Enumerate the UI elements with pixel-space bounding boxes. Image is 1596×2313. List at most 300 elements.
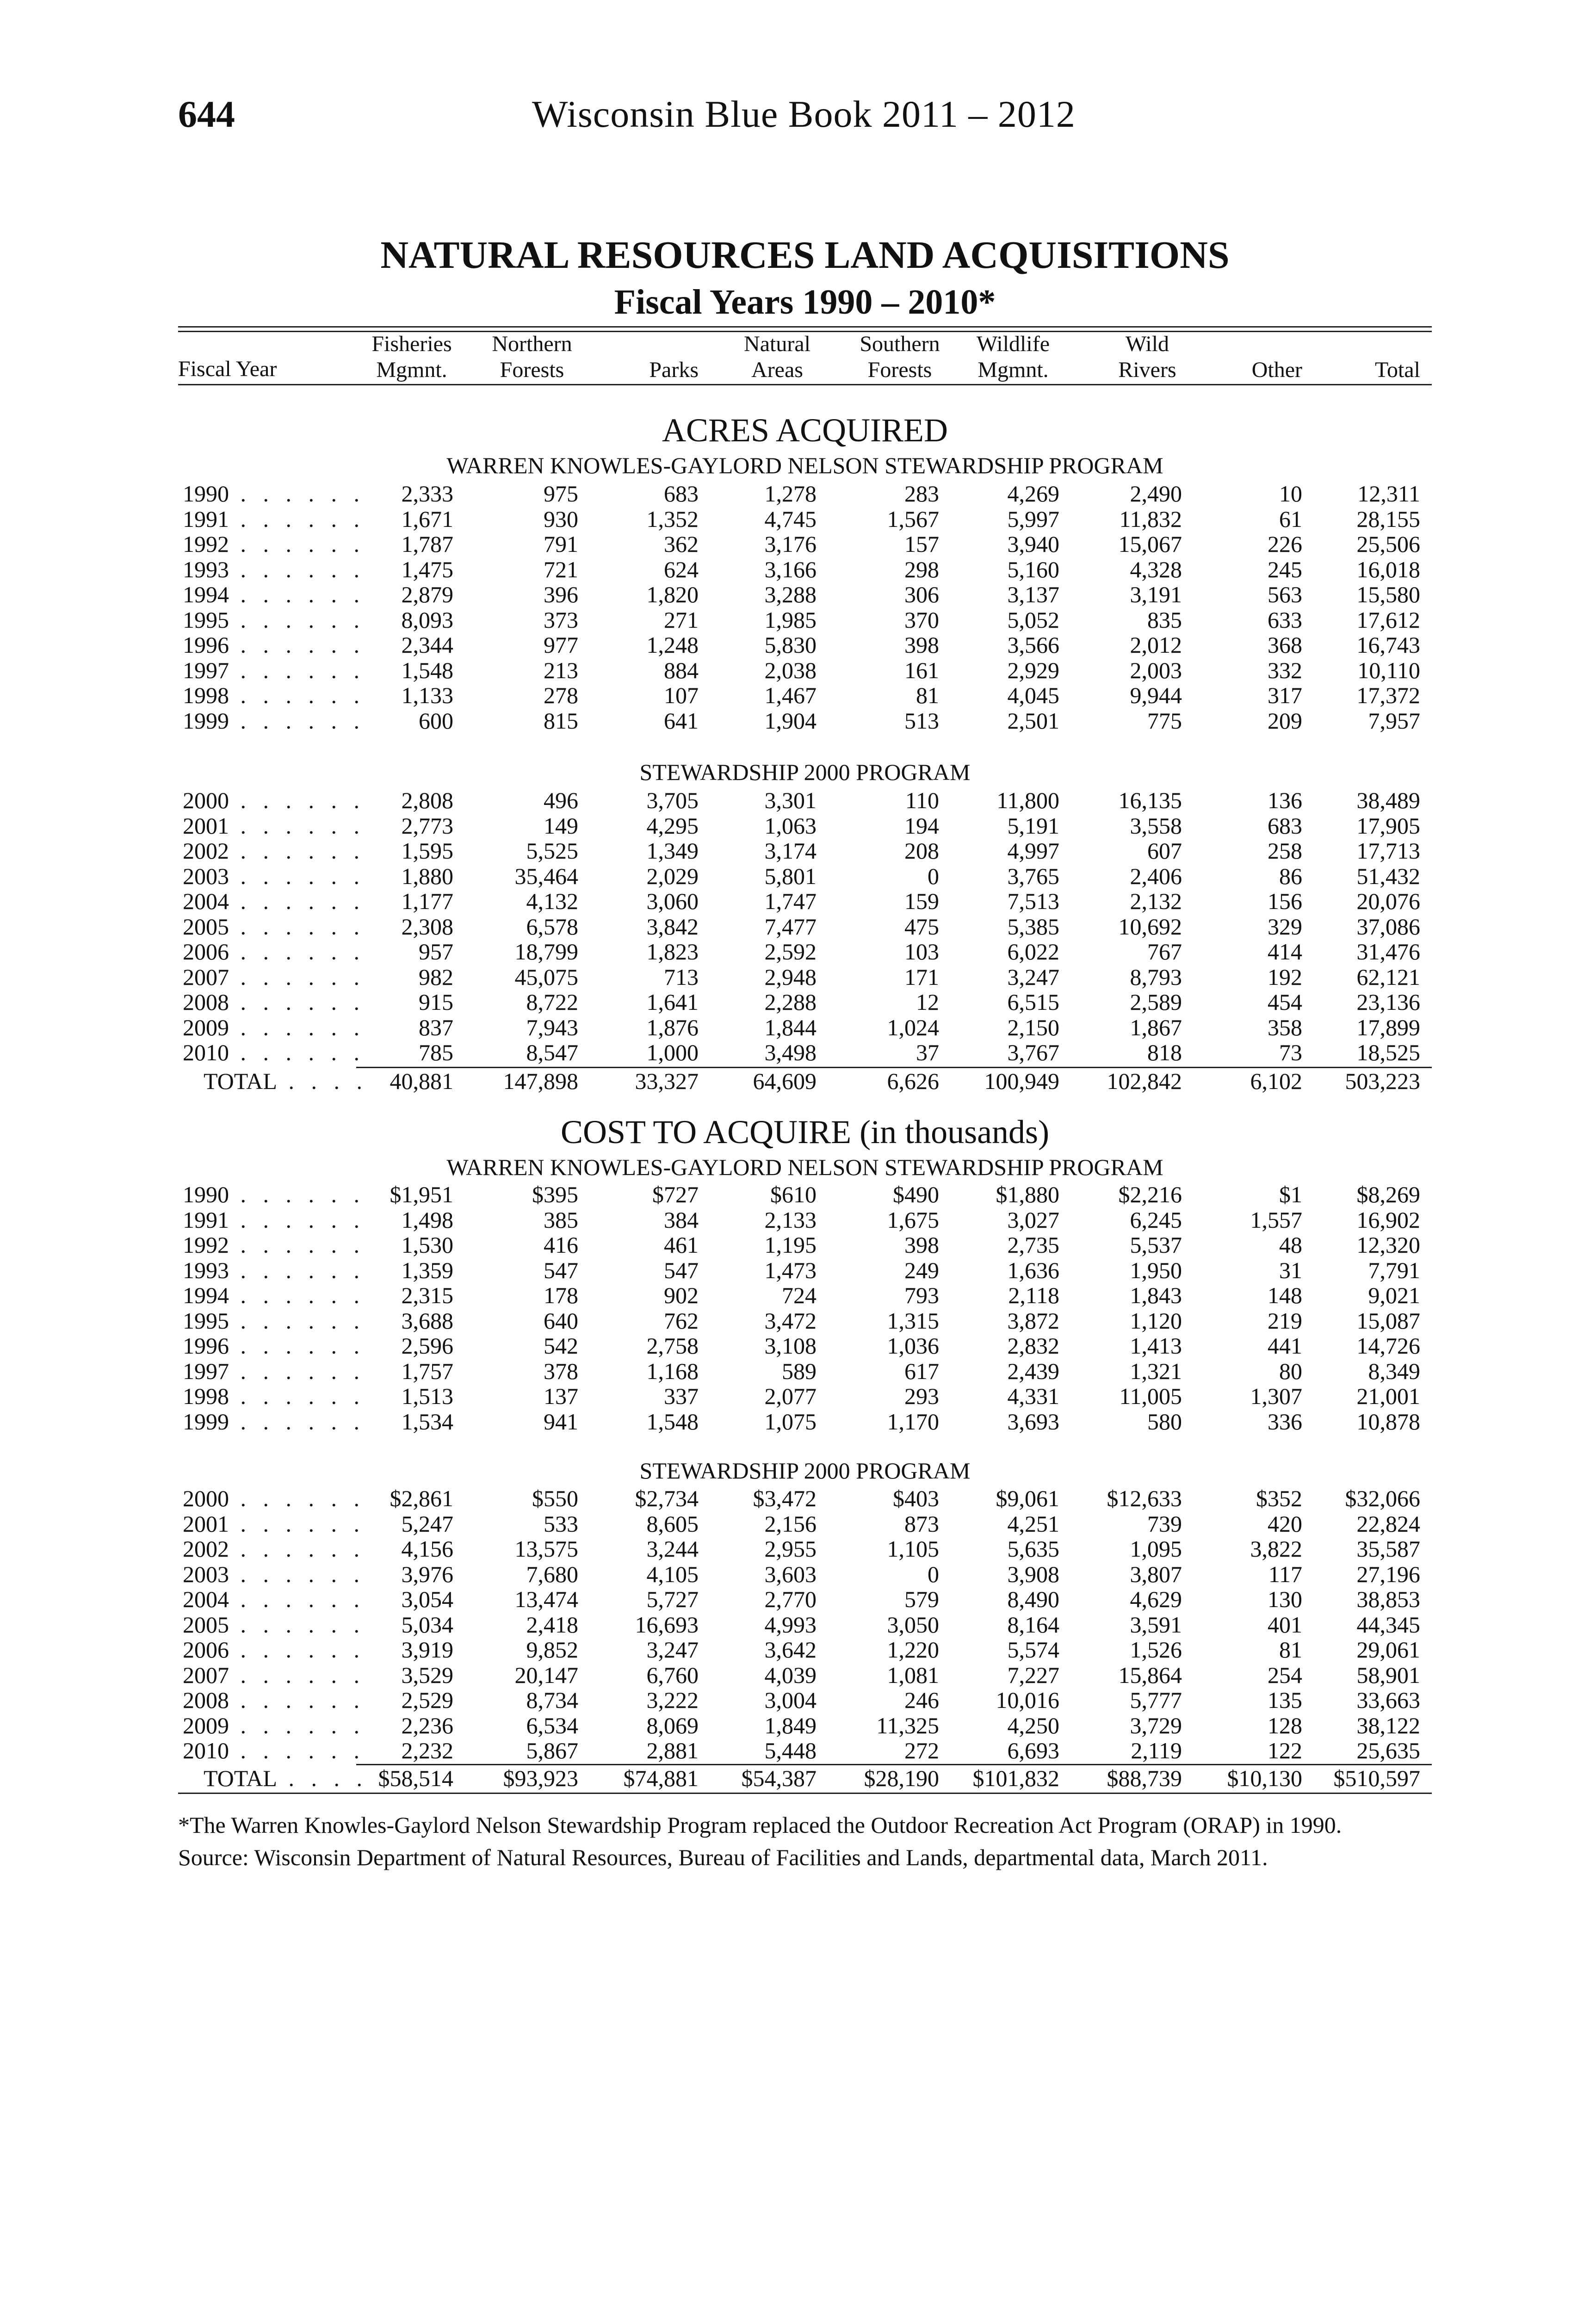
cell-parks: 6,760 (646, 1662, 699, 1688)
cell-total: 58,901 (1356, 1662, 1420, 1688)
cell-northern: 178 (544, 1282, 578, 1308)
cell-northern: 9,852 (526, 1637, 578, 1663)
cell-northern: 496 (544, 787, 578, 813)
cell-wildlife: 7,513 (1007, 888, 1059, 914)
cell-wild: 2,490 (1130, 481, 1182, 507)
cell-other: $10,130 (1227, 1765, 1302, 1791)
table-row (0, 1663, 1596, 1688)
cell-natural: 1,985 (764, 606, 817, 633)
cell-northern: 213 (544, 657, 578, 683)
cell-wild: 9,944 (1130, 682, 1182, 708)
cell-northern: 6,534 (526, 1712, 578, 1738)
cell-wild: 16,135 (1118, 787, 1182, 813)
cell-southern: 1,567 (887, 506, 939, 532)
cell-fisheries: 2,315 (401, 1282, 453, 1308)
cell-fisheries: 2,596 (401, 1333, 453, 1359)
header-rule-bottom (178, 384, 1432, 385)
cell-southern: 298 (904, 556, 939, 582)
table-row (0, 1283, 1596, 1308)
cell-fisheries: 40,881 (390, 1068, 453, 1094)
cell-southern: $403 (893, 1485, 939, 1511)
cell-wildlife: 2,929 (1007, 657, 1059, 683)
cell-natural: 4,039 (764, 1662, 817, 1688)
table-row (0, 607, 1596, 632)
total-row (0, 1766, 1596, 1791)
cell-fisheries: 1,548 (401, 657, 453, 683)
cell-other: 1,307 (1250, 1383, 1302, 1409)
cell-wild: 1,867 (1130, 1014, 1182, 1040)
cell-fisheries: 8,093 (401, 606, 453, 633)
cell-parks: 713 (664, 964, 699, 990)
cell-northern: 2,418 (526, 1611, 578, 1638)
cell-total: 31,476 (1356, 939, 1420, 965)
cell-wildlife: $1,880 (996, 1181, 1059, 1207)
header-wild-line2: Rivers (1118, 358, 1176, 382)
cell-year: 1993 . . . . . . (183, 1257, 365, 1283)
cell-fisheries: 1,671 (401, 506, 453, 532)
cell-total: 16,018 (1356, 556, 1420, 582)
cell-wildlife: 10,016 (996, 1687, 1059, 1713)
cell-other: 136 (1268, 787, 1302, 813)
cell-northern: 5,525 (526, 838, 578, 864)
header-parks-line2: Parks (649, 358, 699, 382)
cell-other: 156 (1268, 888, 1302, 914)
cell-total: 9,021 (1368, 1282, 1420, 1308)
cell-southern: 306 (904, 581, 939, 607)
cell-wild: 102,842 (1107, 1068, 1182, 1094)
header-southern-line2: Forests (867, 358, 932, 382)
cell-year: 1999 . . . . . . (183, 1408, 365, 1435)
cell-fisheries: 837 (419, 1014, 453, 1040)
cell-parks: 1,352 (646, 506, 699, 532)
cell-other: 329 (1268, 913, 1302, 940)
cell-wild: 2,003 (1130, 657, 1182, 683)
cell-year: 2005 . . . . . . (183, 1611, 365, 1638)
cell-total: 503,223 (1345, 1068, 1420, 1094)
cell-fisheries: 2,773 (401, 812, 453, 839)
header-fisheries-line2: Mgmnt. (376, 358, 447, 382)
cell-other: 148 (1268, 1282, 1302, 1308)
cell-total: 18,525 (1356, 1039, 1420, 1065)
cell-fisheries: 3,919 (401, 1637, 453, 1663)
cell-southern: 1,024 (887, 1014, 939, 1040)
cell-northern: 278 (544, 682, 578, 708)
cell-total: 23,136 (1356, 989, 1420, 1015)
cell-wildlife: 3,872 (1007, 1307, 1059, 1334)
header-northern-line2: Forests (500, 358, 564, 382)
cell-other: 254 (1268, 1662, 1302, 1688)
cell-parks: 3,222 (646, 1687, 699, 1713)
cell-wild: 835 (1147, 606, 1182, 633)
cell-wildlife: 3,137 (1007, 581, 1059, 607)
cell-natural: 589 (782, 1358, 817, 1384)
cost-program2-title: STEWARDSHIP 2000 PROGRAM (639, 1458, 971, 1484)
cell-parks: 2,881 (646, 1738, 699, 1763)
cell-natural: 2,156 (764, 1510, 817, 1537)
cell-year: 2003 . . . . . . (183, 1561, 365, 1587)
table-row (0, 683, 1596, 708)
cell-year: 1999 . . . . . . (183, 707, 365, 734)
cell-year: 2009 . . . . . . (183, 1712, 365, 1738)
cell-wild: 5,537 (1130, 1232, 1182, 1258)
cell-wild: 2,012 (1130, 632, 1182, 658)
table-row (0, 1333, 1596, 1358)
cell-northern: 147,898 (503, 1068, 578, 1094)
cell-parks: 1,248 (646, 632, 699, 658)
acres-section-title: ACRES ACQUIRED (662, 412, 948, 449)
cell-other: 209 (1268, 707, 1302, 734)
cell-fisheries: 957 (419, 939, 453, 965)
cell-total: 22,824 (1356, 1510, 1420, 1537)
cell-northern: 45,075 (514, 964, 578, 990)
table-row (0, 1511, 1596, 1536)
cell-wildlife: 8,164 (1007, 1611, 1059, 1638)
cell-total: 25,506 (1356, 531, 1420, 557)
cell-year: 1993 . . . . . . (183, 556, 365, 582)
cell-wildlife: $101,832 (972, 1765, 1059, 1791)
cell-natural: 3,108 (764, 1333, 817, 1359)
cell-parks: 762 (664, 1307, 699, 1334)
cell-wild: 4,629 (1130, 1586, 1182, 1612)
cell-northern: 6,578 (526, 913, 578, 940)
cell-natural: 3,472 (764, 1307, 817, 1334)
cell-natural: 1,904 (764, 707, 817, 734)
cell-other: 258 (1268, 838, 1302, 864)
cell-year: TOTAL . . . . (204, 1068, 368, 1094)
header-natural-line1: Natural (744, 332, 810, 356)
cell-northern: 13,575 (514, 1536, 578, 1562)
cell-total: 7,957 (1368, 707, 1420, 734)
cell-natural: 1,473 (764, 1257, 817, 1283)
cell-total: 25,635 (1356, 1738, 1420, 1763)
cell-other: 10 (1279, 481, 1302, 507)
cell-total: 14,726 (1356, 1333, 1420, 1359)
cell-parks: 1,168 (646, 1358, 699, 1384)
cell-fisheries: 2,529 (401, 1687, 453, 1713)
cell-fisheries: 1,530 (401, 1232, 453, 1258)
cell-parks: 16,693 (635, 1611, 699, 1638)
cell-southern: 873 (904, 1510, 939, 1537)
cell-wildlife: 5,574 (1007, 1637, 1059, 1663)
cell-northern: 941 (544, 1408, 578, 1435)
cell-wild: 1,526 (1130, 1637, 1182, 1663)
cell-total: 37,086 (1356, 913, 1420, 940)
cell-fisheries: 2,236 (401, 1712, 453, 1738)
cell-other: 219 (1268, 1307, 1302, 1334)
cell-wild: 1,413 (1130, 1333, 1182, 1359)
header-fisheries-line1: Fisheries (371, 332, 452, 356)
cell-wildlife: 3,693 (1007, 1408, 1059, 1435)
cell-northern: 721 (544, 556, 578, 582)
cell-wild: 8,793 (1130, 964, 1182, 990)
cell-natural: 3,498 (764, 1039, 817, 1065)
cell-natural: 3,603 (764, 1561, 817, 1587)
cell-northern: 149 (544, 812, 578, 839)
cell-parks: 4,105 (646, 1561, 699, 1587)
cell-northern: 815 (544, 707, 578, 734)
cell-fisheries: 2,308 (401, 913, 453, 940)
table-row (0, 1308, 1596, 1333)
cell-parks: 1,876 (646, 1014, 699, 1040)
cell-total: 20,076 (1356, 888, 1420, 914)
cell-northern: 640 (544, 1307, 578, 1334)
cell-northern: $395 (532, 1181, 578, 1207)
cell-parks: $74,881 (623, 1765, 699, 1791)
header-natural-line2: Areas (751, 358, 803, 382)
cell-total: 29,061 (1356, 1637, 1420, 1663)
cell-wildlife: 7,227 (1007, 1662, 1059, 1688)
cell-fisheries: 600 (419, 707, 453, 734)
cell-northern: $93,923 (503, 1765, 578, 1791)
cell-southern: 1,081 (887, 1662, 939, 1688)
cell-northern: 18,799 (514, 939, 578, 965)
table-row (0, 1015, 1596, 1040)
cell-wild: 1,095 (1130, 1536, 1182, 1562)
cell-other: 73 (1279, 1039, 1302, 1065)
cell-wild: 767 (1147, 939, 1182, 965)
cell-southern: 398 (904, 632, 939, 658)
cell-total: 17,612 (1356, 606, 1420, 633)
cell-wild: 2,132 (1130, 888, 1182, 914)
cell-northern: 791 (544, 531, 578, 557)
cell-total: 38,489 (1356, 787, 1420, 813)
cell-southern: 0 (928, 1561, 939, 1587)
cell-parks: 2,758 (646, 1333, 699, 1359)
cell-parks: 1,548 (646, 1408, 699, 1435)
cell-other: 122 (1268, 1738, 1302, 1763)
cell-fisheries: $2,861 (390, 1485, 453, 1511)
cell-parks: 8,605 (646, 1510, 699, 1537)
cell-fisheries: 5,034 (401, 1611, 453, 1638)
cell-wildlife: 2,832 (1007, 1333, 1059, 1359)
cell-total: 38,122 (1356, 1712, 1420, 1738)
cell-natural: 3,174 (764, 838, 817, 864)
cell-total: 16,743 (1356, 632, 1420, 658)
cell-northern: 975 (544, 481, 578, 507)
cell-year: 1995 . . . . . . (183, 1307, 365, 1334)
cell-southern: $490 (893, 1181, 939, 1207)
cell-other: 86 (1279, 863, 1302, 889)
header-southern-line1: Southern (860, 332, 940, 356)
cell-fisheries: 1,757 (401, 1358, 453, 1384)
table-row (0, 1207, 1596, 1232)
cell-northern: 7,943 (526, 1014, 578, 1040)
cell-wildlife: 2,501 (1007, 707, 1059, 734)
cell-total: 10,878 (1356, 1408, 1420, 1435)
cell-other: 130 (1268, 1586, 1302, 1612)
cell-wild: 2,406 (1130, 863, 1182, 889)
cell-southern: 1,170 (887, 1408, 939, 1435)
header-fiscal-year: Fiscal Year (178, 357, 277, 381)
cell-wild: 15,067 (1118, 531, 1182, 557)
cell-southern: 110 (905, 787, 939, 813)
table-row (0, 838, 1596, 863)
cell-northern: 542 (544, 1333, 578, 1359)
cell-southern: 11,325 (876, 1712, 939, 1738)
cell-fisheries: 1,880 (401, 863, 453, 889)
cell-parks: 3,247 (646, 1637, 699, 1663)
cell-other: 368 (1268, 632, 1302, 658)
cell-wild: 3,729 (1130, 1712, 1182, 1738)
cell-wildlife: 5,191 (1007, 812, 1059, 839)
cell-northern: 8,722 (526, 989, 578, 1015)
cell-year: 1992 . . . . . . (183, 531, 365, 557)
table-row (0, 1040, 1596, 1065)
cell-year: 2002 . . . . . . (183, 1536, 365, 1562)
cell-wild: 4,328 (1130, 556, 1182, 582)
cell-parks: 3,244 (646, 1536, 699, 1562)
cell-other: 135 (1268, 1687, 1302, 1713)
cell-year: 1992 . . . . . . (183, 1232, 365, 1258)
cell-total: 17,905 (1356, 812, 1420, 839)
cell-parks: 1,000 (646, 1039, 699, 1065)
cell-northern: 8,734 (526, 1687, 578, 1713)
cell-natural: 1,747 (764, 888, 817, 914)
cell-northern: $550 (532, 1485, 578, 1511)
cell-parks: 271 (664, 606, 699, 633)
table-row (0, 507, 1596, 532)
cell-fisheries: 1,498 (401, 1206, 453, 1233)
cell-year: 2000 . . . . . . (183, 1485, 365, 1511)
cell-fisheries: 3,688 (401, 1307, 453, 1334)
table-row (0, 1738, 1596, 1763)
table-row (0, 532, 1596, 557)
cell-other: 3,822 (1250, 1536, 1302, 1562)
cell-parks: $727 (652, 1181, 699, 1207)
cell-year: 1996 . . . . . . (183, 1333, 365, 1359)
cell-wildlife: 4,997 (1007, 838, 1059, 864)
cell-other: 61 (1279, 506, 1302, 532)
cell-natural: 4,745 (764, 506, 817, 532)
cell-year: 2001 . . . . . . (183, 812, 365, 839)
cell-northern: 137 (544, 1383, 578, 1409)
cell-other: 317 (1268, 682, 1302, 708)
cell-total: 44,345 (1356, 1611, 1420, 1638)
cell-other: 128 (1268, 1712, 1302, 1738)
cell-natural: 3,004 (764, 1687, 817, 1713)
cell-natural: 5,448 (764, 1738, 817, 1763)
cell-wild: 10,692 (1118, 913, 1182, 940)
cell-wild: 3,191 (1130, 581, 1182, 607)
cell-southern: 103 (904, 939, 939, 965)
cell-southern: 1,675 (887, 1206, 939, 1233)
cell-wild: $12,633 (1107, 1485, 1182, 1511)
cell-year: 1990 . . . . . . (183, 481, 365, 507)
cell-natural: 5,801 (764, 863, 817, 889)
table-row (0, 1587, 1596, 1612)
table-row (0, 1182, 1596, 1207)
cell-northern: 547 (544, 1257, 578, 1283)
cell-year: 1991 . . . . . . (183, 1206, 365, 1233)
table-row (0, 965, 1596, 990)
cell-year: 2004 . . . . . . (183, 888, 365, 914)
cell-southern: 246 (904, 1687, 939, 1713)
table-row (0, 1562, 1596, 1587)
cell-southern: 283 (904, 481, 939, 507)
table-row (0, 1612, 1596, 1637)
cell-total: 16,902 (1356, 1206, 1420, 1233)
cell-year: 1995 . . . . . . (183, 606, 365, 633)
header-wildlife-line2: Mgmnt. (977, 358, 1049, 382)
cell-natural: 2,955 (764, 1536, 817, 1562)
cell-wildlife: 100,949 (984, 1068, 1059, 1094)
cell-southern: 1,220 (887, 1637, 939, 1663)
cell-year: 2009 . . . . . . (183, 1014, 365, 1040)
cell-wildlife: 11,800 (996, 787, 1059, 813)
cell-other: 683 (1268, 812, 1302, 839)
cell-wildlife: 6,022 (1007, 939, 1059, 965)
cell-southern: 1,315 (887, 1307, 939, 1334)
cell-fisheries: 2,879 (401, 581, 453, 607)
cell-other: 117 (1268, 1561, 1302, 1587)
cell-wildlife: 5,635 (1007, 1536, 1059, 1562)
cell-southern: 37 (916, 1039, 939, 1065)
cell-year: 2003 . . . . . . (183, 863, 365, 889)
cell-southern: 398 (904, 1232, 939, 1258)
cell-year: 1997 . . . . . . (183, 1358, 365, 1384)
cell-other: 81 (1279, 1637, 1302, 1663)
cell-other: 1,557 (1250, 1206, 1302, 1233)
table-row (0, 1637, 1596, 1662)
cell-natural: 64,609 (753, 1068, 817, 1094)
table-row (0, 788, 1596, 813)
cell-fisheries: 982 (419, 964, 453, 990)
cell-wildlife: 2,118 (1008, 1282, 1059, 1308)
cell-parks: 107 (664, 682, 699, 708)
cell-other: 192 (1268, 964, 1302, 990)
cell-natural: 1,467 (764, 682, 817, 708)
cell-parks: 884 (664, 657, 699, 683)
cell-fisheries: 1,787 (401, 531, 453, 557)
cell-year: 1998 . . . . . . (183, 682, 365, 708)
table-row (0, 990, 1596, 1014)
cell-year: 2006 . . . . . . (183, 1637, 365, 1663)
cell-northern: 7,680 (526, 1561, 578, 1587)
cell-fisheries: 915 (419, 989, 453, 1015)
cell-fisheries: 1,359 (401, 1257, 453, 1283)
cell-total: 21,001 (1356, 1383, 1420, 1409)
cell-wild: 1,843 (1130, 1282, 1182, 1308)
cell-other: $352 (1256, 1485, 1302, 1511)
cell-parks: 8,069 (646, 1712, 699, 1738)
total-row (0, 1069, 1596, 1094)
cell-other: 454 (1268, 989, 1302, 1015)
cell-fisheries: 2,344 (401, 632, 453, 658)
cell-year: 1990 . . . . . . (183, 1181, 365, 1207)
cell-southern: 249 (904, 1257, 939, 1283)
cell-northern: 385 (544, 1206, 578, 1233)
cell-year: 2010 . . . . . . (183, 1039, 365, 1065)
cell-wild: 11,832 (1119, 506, 1182, 532)
footnote-source: Source: Wisconsin Department of Natural Resources, Bureau of Facilities and Lands, departmental data, March 2011. (178, 1844, 1268, 1870)
cell-southern: 272 (904, 1738, 939, 1763)
cell-total: $32,066 (1345, 1485, 1420, 1511)
cell-wildlife: 2,439 (1007, 1358, 1059, 1384)
table-title: NATURAL RESOURCES LAND ACQUISITIONS (380, 234, 1230, 277)
cell-other: 336 (1268, 1408, 1302, 1435)
cell-wild: 1,120 (1130, 1307, 1182, 1334)
cell-southern: 208 (904, 838, 939, 864)
acres-program1-title: WARREN KNOWLES-GAYLORD NELSON STEWARDSHIP PROGRAM (446, 452, 1163, 478)
cell-southern: 617 (904, 1358, 939, 1384)
cell-other: 414 (1268, 939, 1302, 965)
cell-wild: 739 (1147, 1510, 1182, 1537)
cell-year: TOTAL . . . . (204, 1765, 368, 1791)
cell-fisheries: 1,177 (401, 888, 453, 914)
cell-year: 1996 . . . . . . (183, 632, 365, 658)
cell-natural: 1,075 (764, 1408, 817, 1435)
cell-natural: 2,770 (764, 1586, 817, 1612)
